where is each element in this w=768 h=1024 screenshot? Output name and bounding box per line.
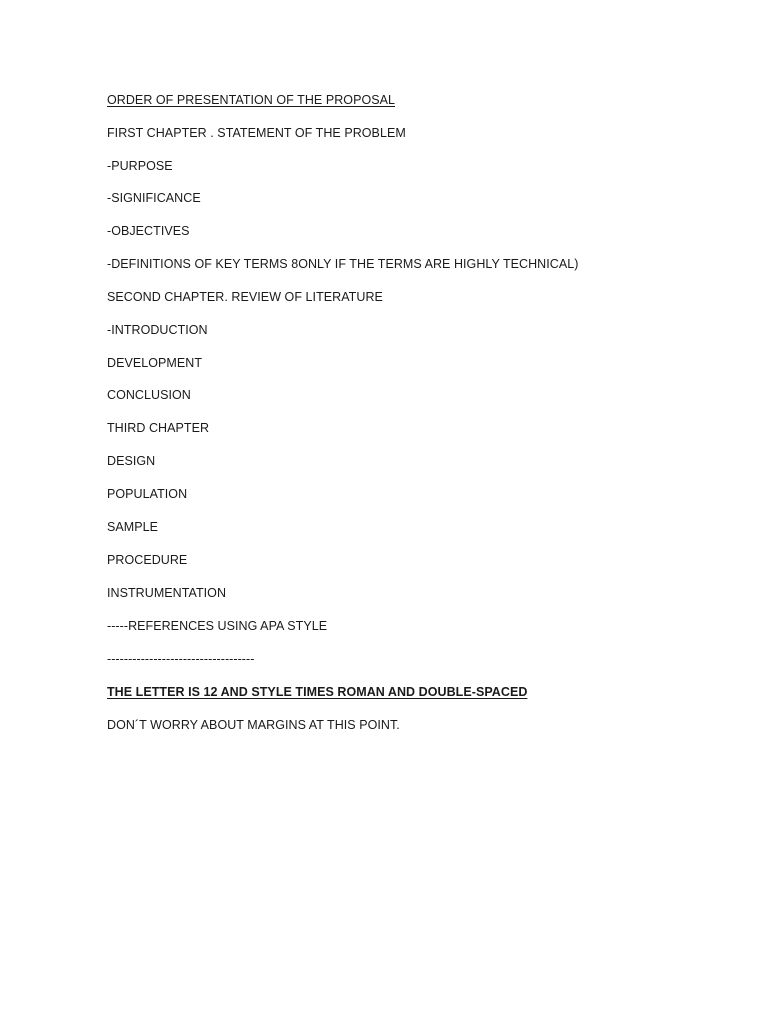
outline-line-second-chapter: SECOND CHAPTER. REVIEW OF LITERATURE bbox=[107, 290, 383, 304]
outline-line-introduction: -INTRODUCTION bbox=[107, 323, 208, 337]
outline-line-third-chapter: THIRD CHAPTER bbox=[107, 421, 210, 435]
outline-line-objectives: -OBJECTIVES bbox=[107, 224, 190, 238]
outline-line-instrumentation: INSTRUMENTATION bbox=[107, 586, 227, 600]
format-note: THE LETTER IS 12 AND STYLE TIMES ROMAN AND DOUBLE-SPACED bbox=[107, 685, 528, 699]
outline-line-sample: SAMPLE bbox=[107, 520, 159, 534]
outline-line-conclusion: CONCLUSION bbox=[107, 388, 191, 402]
outline-line-development: DEVELOPMENT bbox=[107, 356, 203, 370]
document-heading: ORDER OF PRESENTATION OF THE PROPOSAL bbox=[107, 93, 396, 107]
outline-line-purpose: -PURPOSE bbox=[107, 159, 173, 173]
outline-line-procedure: PROCEDURE bbox=[107, 553, 188, 567]
outline-line-first-chapter: FIRST CHAPTER . STATEMENT OF THE PROBLEM bbox=[107, 126, 406, 140]
outline-line-population: POPULATION bbox=[107, 487, 188, 501]
separator-dashes: ----------------------------------- bbox=[107, 652, 255, 666]
margin-note: DON´T WORRY ABOUT MARGINS AT THIS POINT. bbox=[107, 718, 400, 732]
outline-line-design: DESIGN bbox=[107, 454, 156, 468]
outline-line-significance: -SIGNIFICANCE bbox=[107, 191, 201, 205]
outline-line-references: -----REFERENCES USING APA STYLE bbox=[107, 619, 328, 633]
outline-line-definitions: -DEFINITIONS OF KEY TERMS 8ONLY IF THE TERMS ARE HIGHLY TECHNICAL) bbox=[107, 257, 579, 271]
